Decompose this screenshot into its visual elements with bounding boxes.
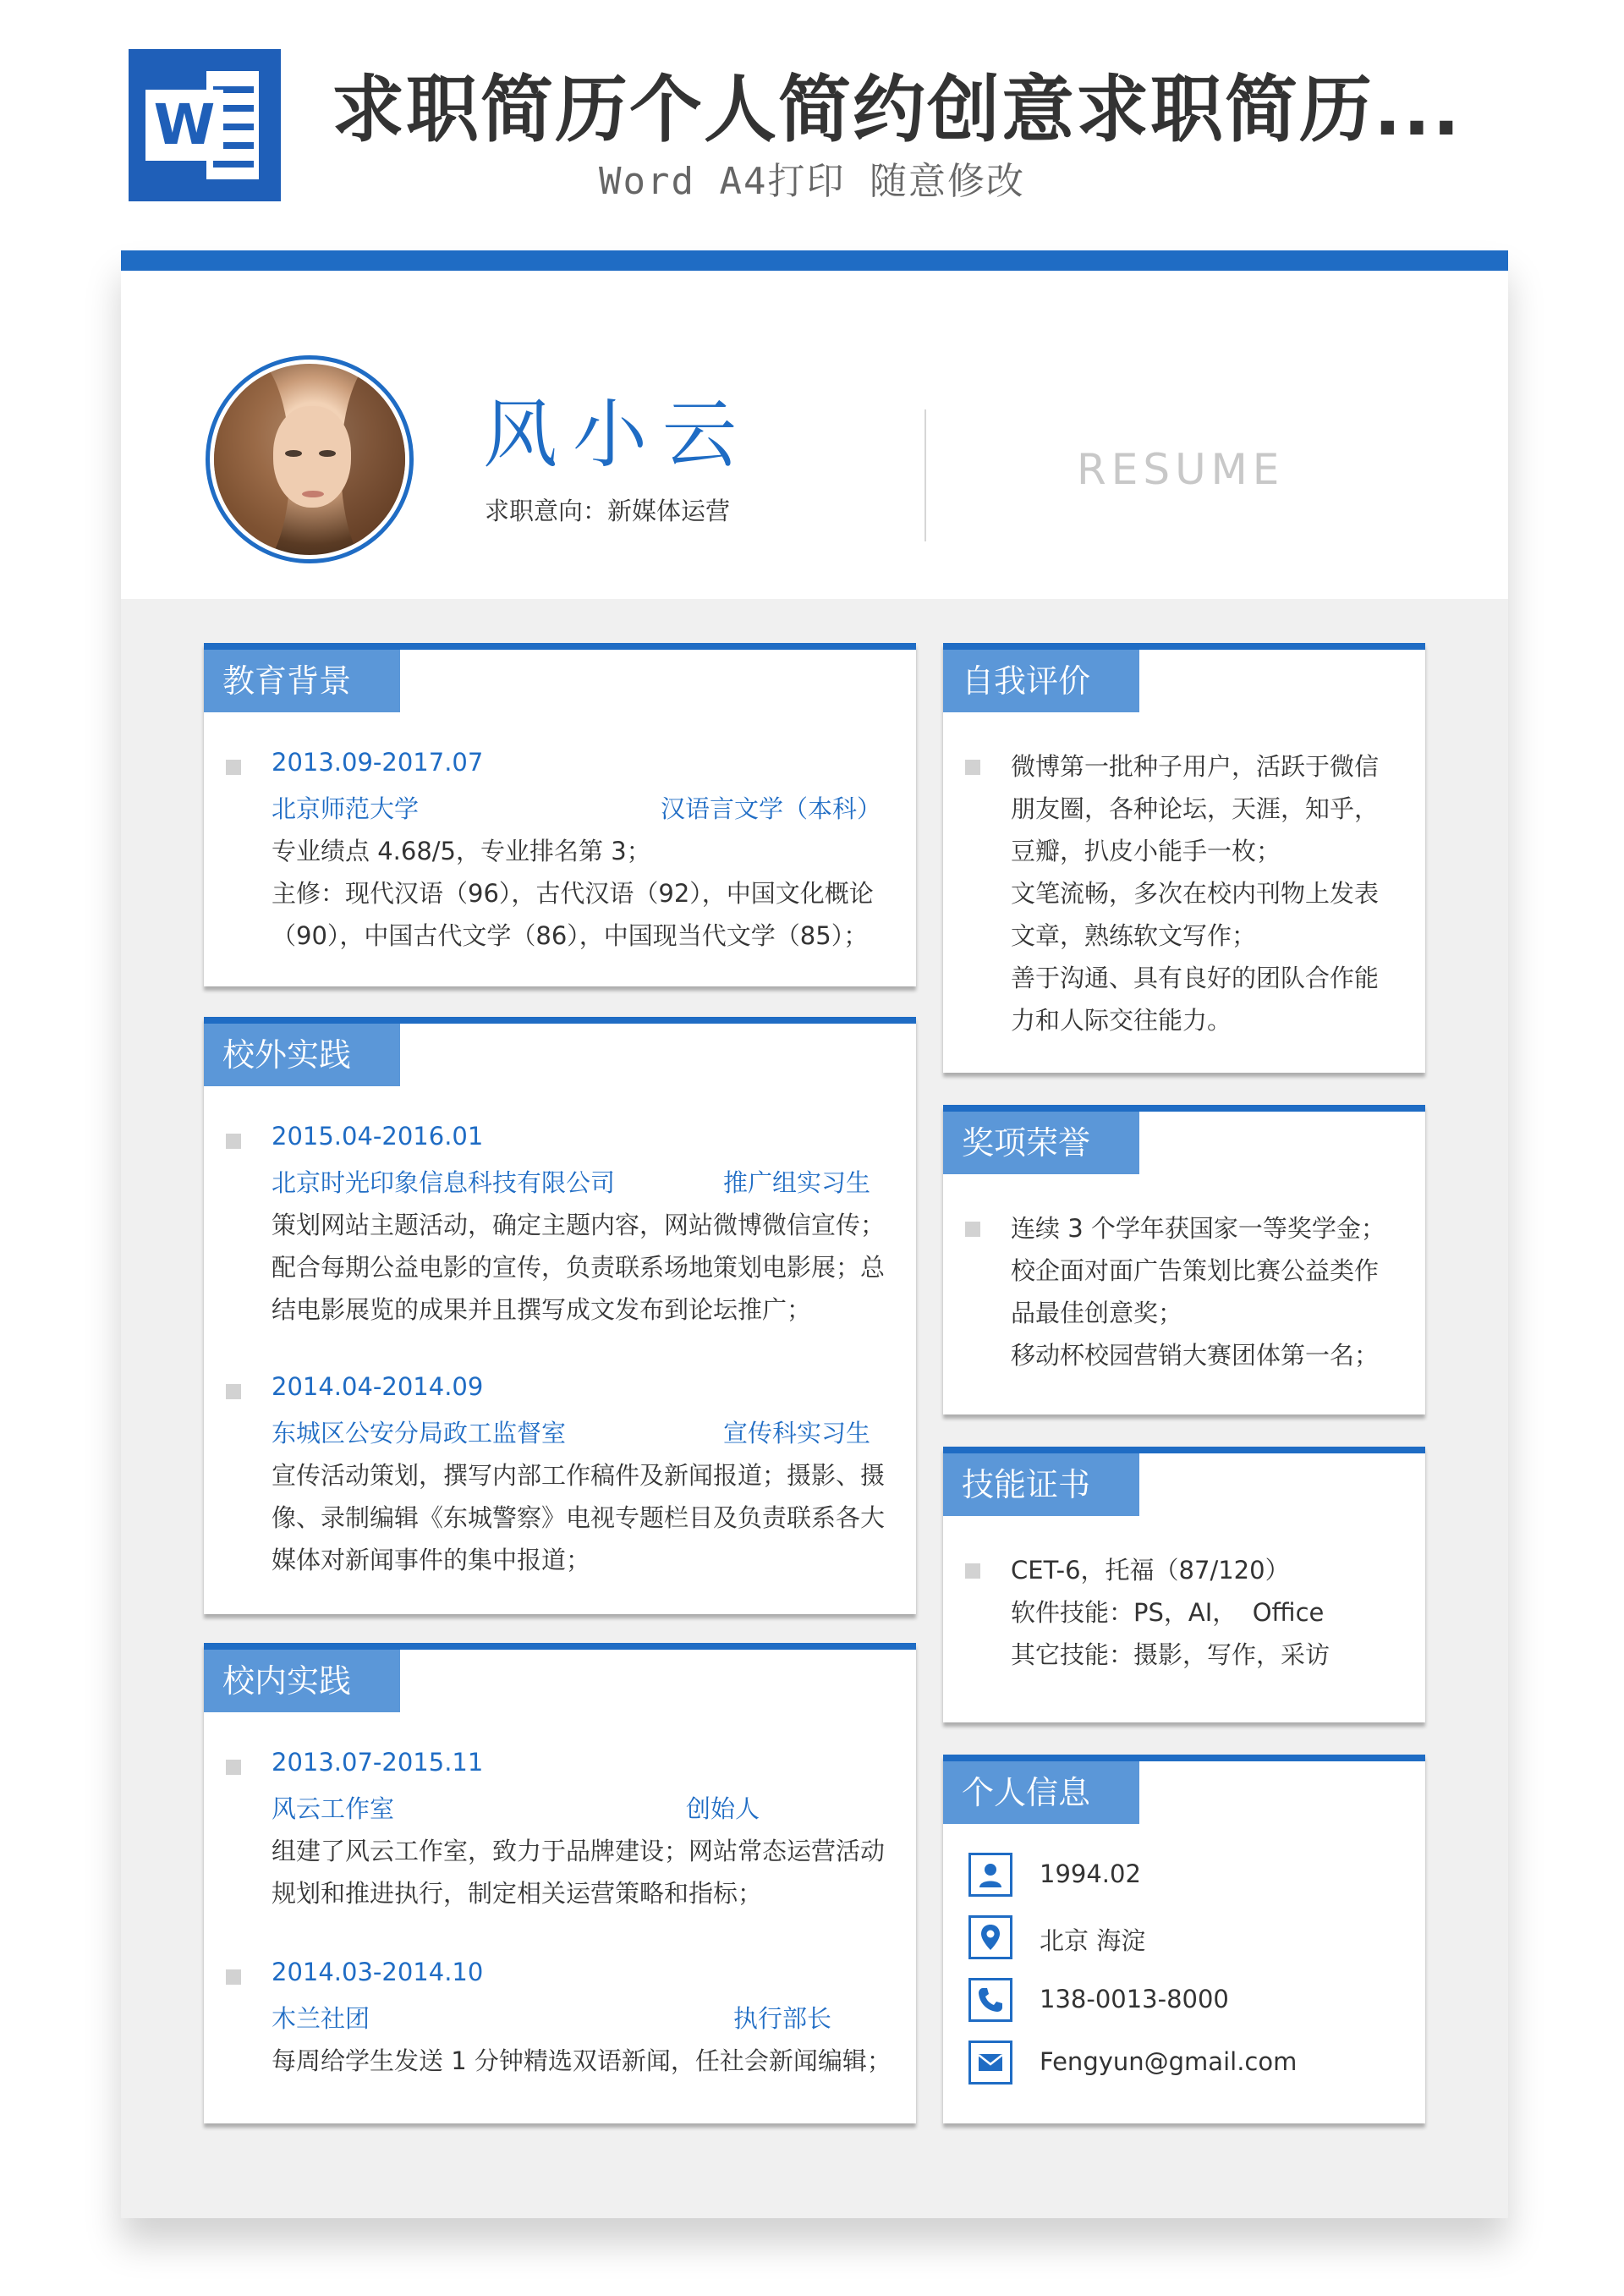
birth-date: 1994.02 <box>1040 1859 1141 1888</box>
list-bullet <box>226 1134 241 1149</box>
edu-major: 汉语言文学（本科） <box>661 794 882 823</box>
practice-role: 执行部长 <box>733 2004 832 2033</box>
practice-line: 像、录制编辑《东城警察》电视专题栏目及负责联系各大 <box>272 1503 886 1532</box>
practice-date: 2015.04-2016.01 <box>272 1122 484 1151</box>
internal-practice-title: 校内实践 <box>204 1650 400 1712</box>
candidate-name: 风小云 <box>483 391 753 478</box>
email-address: Fengyun@gmail.com <box>1040 2047 1298 2076</box>
award-line: 连续 3 个学年获国家一等奖学金； <box>1011 1214 1385 1243</box>
education-title: 教育背景 <box>204 650 400 712</box>
internal-practice-card <box>204 1643 916 2123</box>
list-bullet <box>965 760 980 775</box>
practice-org: 风云工作室 <box>272 1794 395 1823</box>
document-title: 求职简历个人简约创意求职简历... <box>332 68 1462 152</box>
avatar-eye <box>285 450 302 457</box>
edu-school: 北京师范大学 <box>272 794 420 823</box>
word-icon-letter: W <box>145 90 223 161</box>
eval-line: 文笔流畅，多次在校内刊物上发表 <box>1011 879 1380 908</box>
eval-line: 文章，熟练软文写作； <box>1011 921 1257 950</box>
avatar-lips <box>302 491 324 497</box>
skills-title: 技能证书 <box>943 1453 1139 1516</box>
practice-line: 规划和推进执行，制定相关运营策略和指标； <box>272 1879 763 1908</box>
practice-line: 每周给学生发送 1 分钟精选双语新闻，任社会新闻编辑； <box>272 2046 892 2075</box>
award-line: 移动杯校园营销大赛团体第一名； <box>1011 1341 1380 1370</box>
location-pin-icon <box>968 1915 1012 1959</box>
resume-sheet <box>121 250 1508 2218</box>
personal-info-card <box>943 1755 1425 2123</box>
practice-line: 配合每期公益电影的宣传，负责联系场地策划电影展；总 <box>272 1253 886 1282</box>
sheet-top-bar <box>121 250 1508 271</box>
practice-date: 2013.07-2015.11 <box>272 1748 484 1777</box>
edu-line: （90），中国古代文学（86），中国现当代文学（85）； <box>272 921 869 950</box>
external-practice-card <box>204 1017 916 1614</box>
envelope-icon <box>968 2041 1012 2085</box>
header-divider <box>924 409 926 541</box>
eval-line: 朋友圈，各种论坛，天涯，知乎， <box>1011 794 1380 823</box>
practice-org: 木兰社团 <box>272 2004 370 2033</box>
list-bullet <box>226 1969 241 1985</box>
job-intent: 求职意向：新媒体运营 <box>485 497 731 525</box>
personal-info-title: 个人信息 <box>943 1761 1139 1824</box>
resume-label: RESUME <box>1077 445 1285 494</box>
edu-line: 主修：现代汉语（96），古代汉语（92），中国文化概论 <box>272 879 874 908</box>
person-icon <box>968 1853 1012 1897</box>
edu-line: 专业绩点 4.68/5，专业排名第 3； <box>272 837 651 865</box>
skill-line: 其它技能：摄影，写作，采访 <box>1011 1640 1330 1669</box>
practice-date: 2014.04-2014.09 <box>272 1372 484 1401</box>
list-bullet <box>965 1563 980 1579</box>
award-line: 品最佳创意奖； <box>1011 1299 1183 1327</box>
location: 北京 海淀 <box>1040 1926 1146 1955</box>
practice-line: 媒体对新闻事件的集中报道； <box>272 1546 591 1574</box>
phone-icon <box>968 1978 1012 2022</box>
resume-header <box>121 271 1508 599</box>
practice-line: 组建了风云工作室，致力于品牌建设；网站常态运营活动 <box>272 1837 886 1865</box>
awards-card <box>943 1105 1425 1414</box>
practice-line: 策划网站主题活动，确定主题内容，网站微博微信宣传； <box>272 1211 886 1239</box>
practice-line: 宣传活动策划，撰写内部工作稿件及新闻报道；摄影、摄 <box>272 1461 886 1490</box>
practice-date: 2014.03-2014.10 <box>272 1958 484 1986</box>
practice-role: 宣传科实习生 <box>723 1419 871 1447</box>
document-subtitle: Word A4打印 随意修改 <box>599 160 1025 203</box>
practice-role: 创始人 <box>686 1794 760 1823</box>
avatar-eye <box>319 450 336 457</box>
avatar <box>214 364 405 555</box>
self-evaluation-title: 自我评价 <box>943 650 1139 712</box>
awards-title: 奖项荣誉 <box>943 1112 1139 1174</box>
eval-line: 微博第一批种子用户，活跃于微信 <box>1011 752 1380 781</box>
practice-org: 东城区公安分局政工监督室 <box>272 1419 567 1447</box>
practice-line: 结电影展览的成果并且撰写成文发布到论坛推广； <box>272 1295 812 1324</box>
self-evaluation-card <box>943 643 1425 1073</box>
list-bullet <box>226 1760 241 1775</box>
skills-card <box>943 1447 1425 1722</box>
list-bullet <box>226 1384 241 1399</box>
practice-org: 北京时光印象信息科技有限公司 <box>272 1168 616 1197</box>
skill-line: CET-6，托福（87/120） <box>1011 1556 1290 1585</box>
edu-date: 2013.09-2017.07 <box>272 748 484 777</box>
eval-line: 力和人际交往能力。 <box>1011 1006 1232 1035</box>
award-line: 校企面对面广告策划比赛公益类作 <box>1011 1256 1380 1285</box>
external-practice-title: 校外实践 <box>204 1024 400 1086</box>
phone-number: 138-0013-8000 <box>1040 1985 1229 2013</box>
eval-line: 善于沟通、具有良好的团队合作能 <box>1011 964 1380 992</box>
eval-line: 豆瓣，扒皮小能手一枚； <box>1011 837 1281 865</box>
skill-line: 软件技能：PS，AI， Office <box>1011 1598 1325 1627</box>
practice-role: 推广组实习生 <box>723 1168 871 1197</box>
education-card <box>204 643 916 986</box>
list-bullet <box>965 1222 980 1237</box>
list-bullet <box>226 760 241 775</box>
